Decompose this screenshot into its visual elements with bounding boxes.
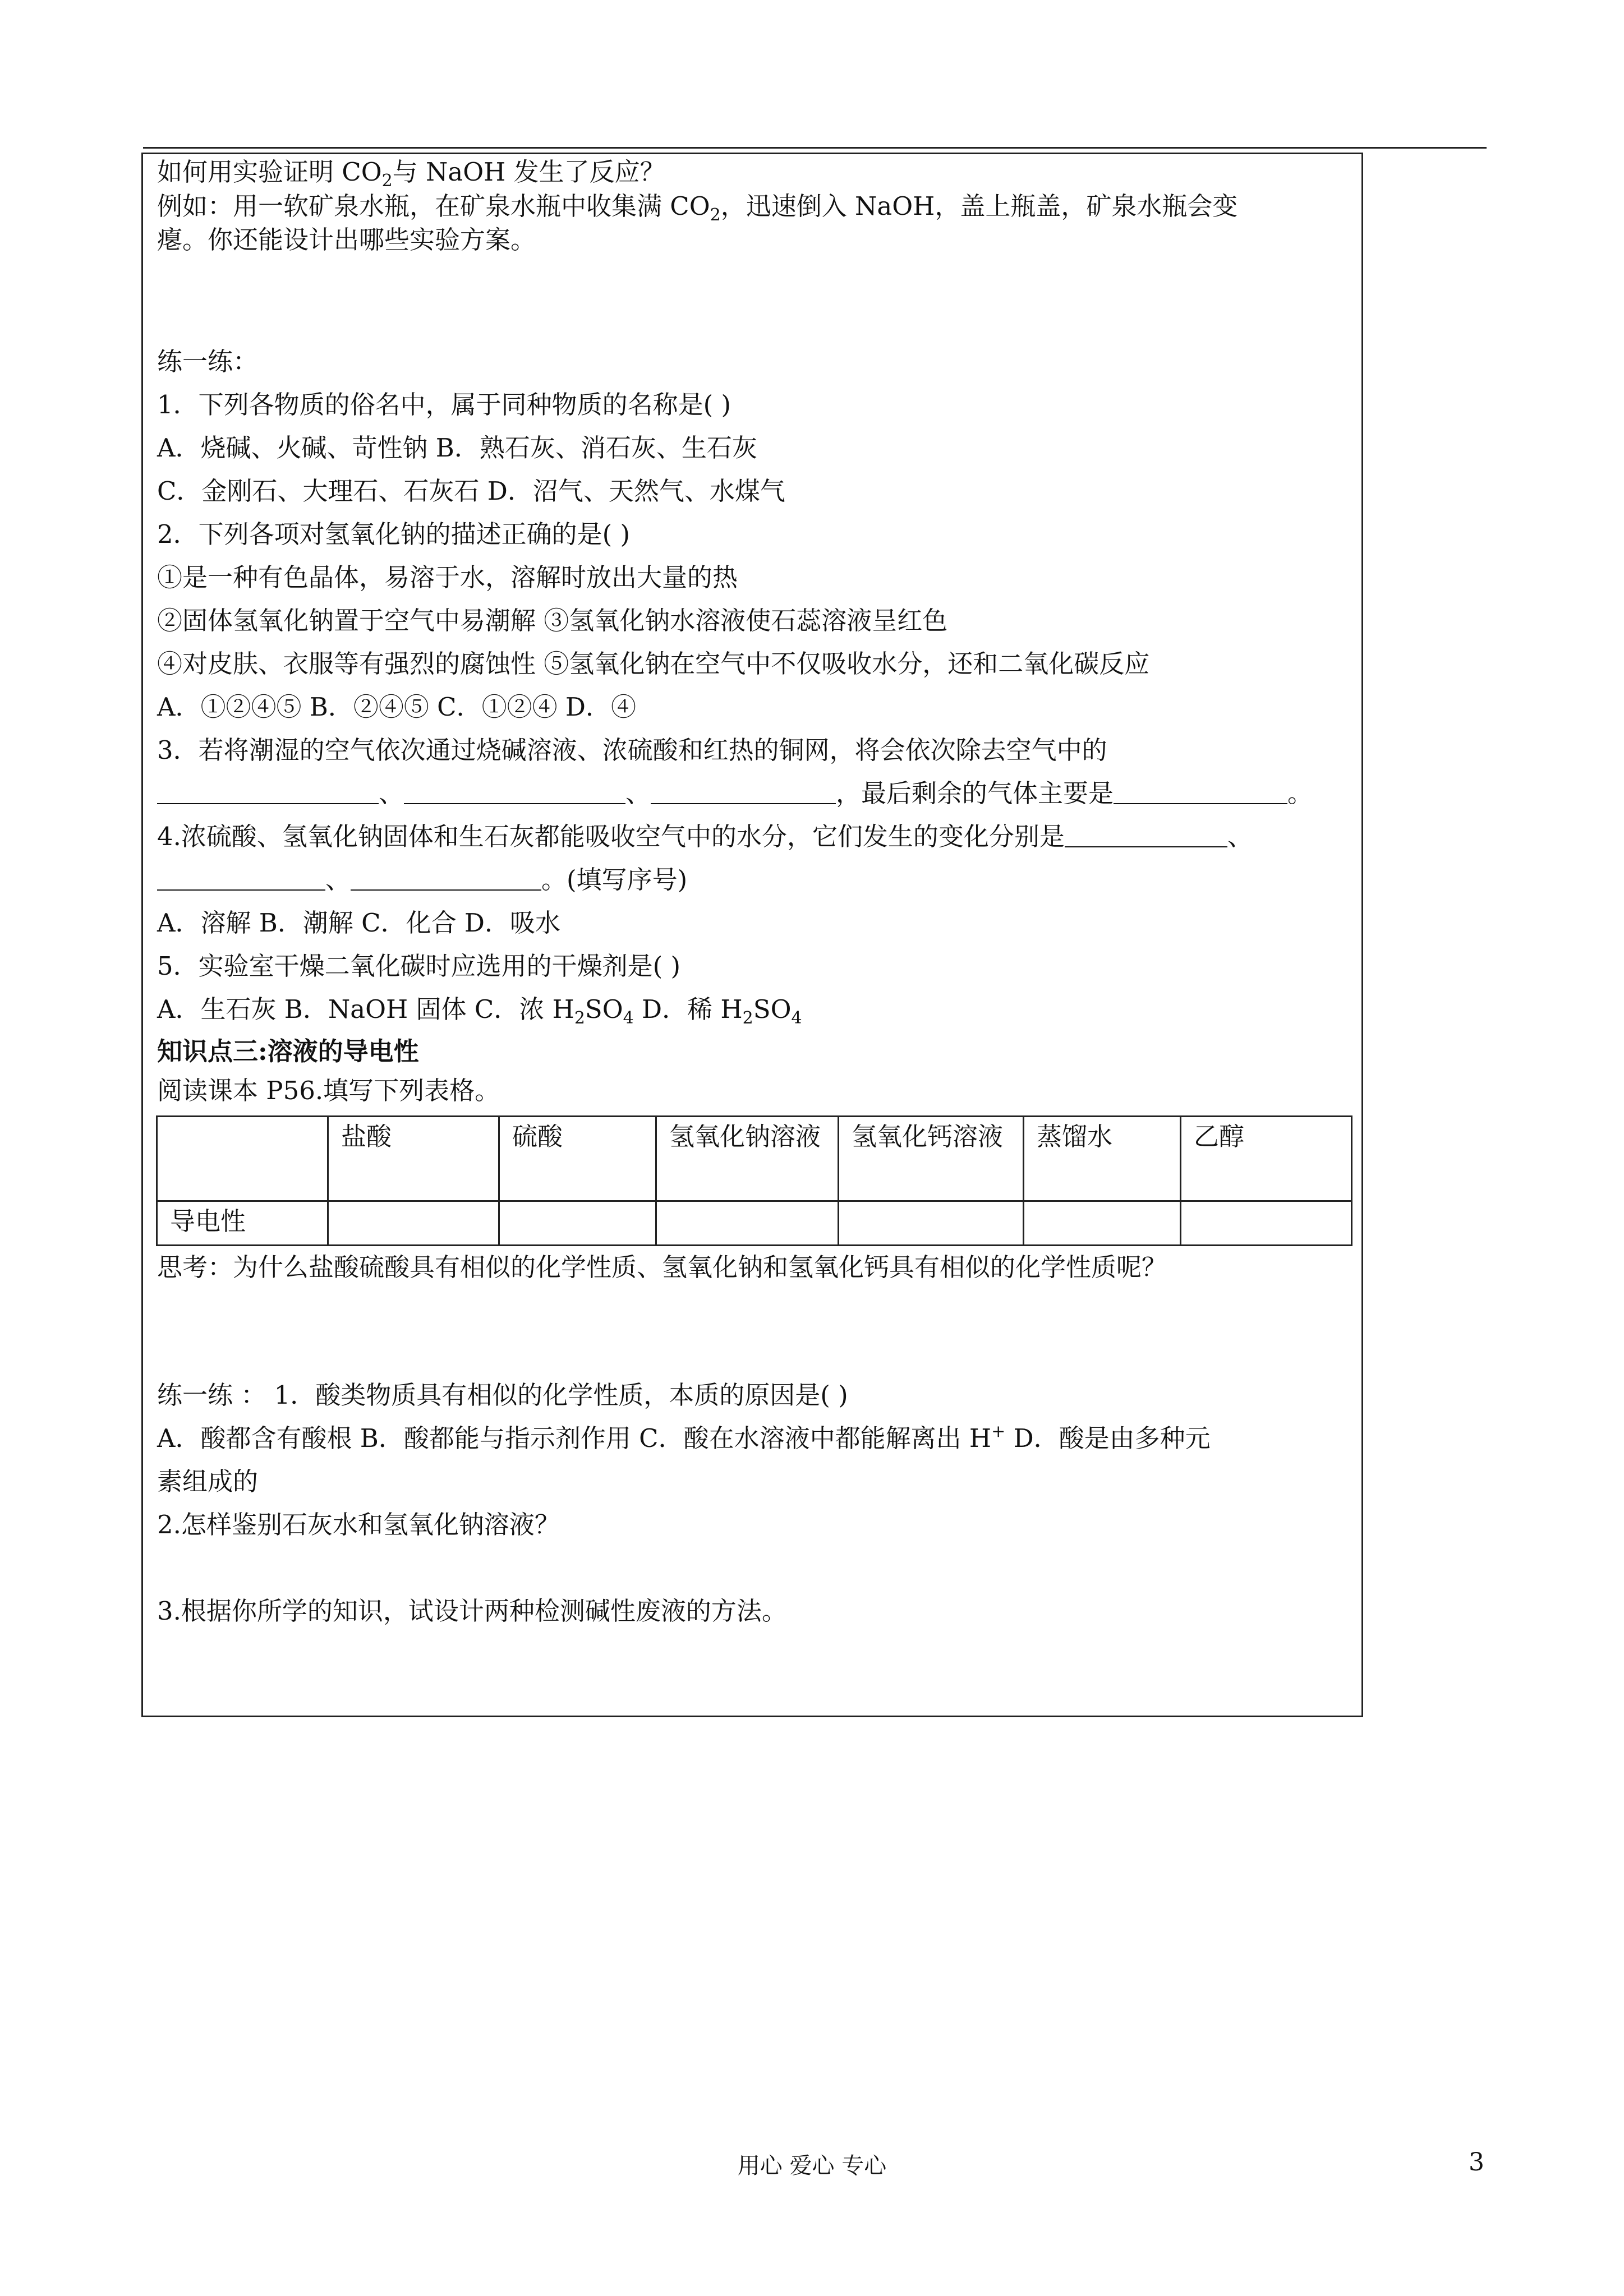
table-header-cell: 氢氧化钠溶液: [656, 1117, 839, 1201]
practice2-q3: 3.根据你所学的知识，试设计两种检测碱性废液的方法。: [157, 1596, 787, 1626]
q2-statement-2: ②固体氢氧化钠置于空气中易潮解 ③氢氧化钠水溶液使石蕊溶液呈红色: [157, 606, 948, 635]
page-number: 3: [1469, 2148, 1484, 2177]
table-header-cell: 氢氧化钙溶液: [839, 1117, 1024, 1201]
q4-options: A．溶解 B．潮解 C．化合 D．吸水: [157, 908, 560, 938]
table-header-cell: 硫酸: [499, 1117, 656, 1201]
table-answer-cell[interactable]: [328, 1201, 499, 1246]
header-rule: [143, 147, 1487, 149]
q3-blanks: 、 、 ，最后剩余的气体主要是 。: [157, 777, 1313, 810]
answer-blank[interactable]: [651, 780, 836, 804]
intro-example-line1: 例如：用一软矿泉水瓶，在矿泉水瓶中收集满 $CO_2$，迅速倒入 NaOH，盖上瓶盖，矿泉水瓶会变: [157, 191, 1238, 225]
table-header-cell: 盐酸: [328, 1117, 499, 1201]
table-answer-cell[interactable]: [656, 1201, 839, 1246]
practice2-q1-options-cont: 素组成的: [157, 1467, 259, 1496]
table-answer-cell[interactable]: [499, 1201, 656, 1246]
q2-statement-3: ④对皮肤、衣服等有强烈的腐蚀性 ⑤氢氧化钠在空气中不仅吸收水分，还和二氧化碳反应: [157, 649, 1150, 679]
table-answer-cell[interactable]: [839, 1201, 1024, 1246]
practice2-q1-stem: 练一练 ： 1．酸类物质具有相似的化学性质，本质的原因是( ): [157, 1380, 848, 1410]
answer-blank[interactable]: [351, 866, 541, 891]
table-row: [157, 1201, 1352, 1246]
intro-example-line2: 瘪。你还能设计出哪些实验方案。: [157, 225, 536, 255]
table-header-cell: 乙醇: [1181, 1117, 1352, 1201]
table-header-row: [157, 1117, 1352, 1201]
think-question: 思考：为什么盐酸硫酸具有相似的化学性质、氢氧化钠和氢氧化钙具有相似的化学性质呢？: [157, 1252, 1167, 1282]
table-answer-cell[interactable]: [1024, 1201, 1181, 1246]
table-header-cell: [157, 1117, 328, 1201]
q1-options-cd: C．金刚石、大理石、石灰石 D．沼气、天然气、水煤气: [157, 476, 785, 506]
answer-blank[interactable]: [404, 780, 625, 804]
q5-options: A．生石灰 B．NaOH 固体 C．浓 $H_2SO_4$ D．稀 $H_2SO_4$: [157, 994, 802, 1028]
q1-stem: 1．下列各物质的俗名中，属于同种物质的名称是( ): [157, 390, 732, 419]
q4-stem: 4.浓硫酸、氢氧化钠固体和生石灰都能吸收空气中的水分，它们发生的变化分别是 、: [157, 822, 1253, 851]
practice1-heading: 练一练：: [157, 347, 259, 376]
q2-statement-1: ①是一种有色晶体，易溶于水，溶解时放出大量的热: [157, 563, 738, 592]
section3-instruction: 阅读课本 P56.填写下列表格。: [157, 1076, 500, 1105]
table-answer-cell[interactable]: [1181, 1201, 1352, 1246]
answer-blank[interactable]: [1114, 780, 1287, 804]
intro-question: 如何用实验证明 $CO_2$与 NaOH 发生了反应？: [157, 157, 665, 191]
q5-stem: 5．实验室干燥二氧化碳时应选用的干燥剂是( ): [157, 951, 681, 981]
q4-blanks: 、 。(填写序号): [157, 863, 687, 897]
q2-stem: 2．下列各项对氢氧化钠的描述正确的是( ): [157, 519, 631, 549]
practice2-q2: 2.怎样鉴别石灰水和氢氧化钠溶液？: [157, 1510, 560, 1539]
q3-stem: 3．若将潮湿的空气依次通过烧碱溶液、浓硫酸和红热的铜网，将会依次除去空气中的: [157, 735, 1107, 765]
practice2-q1-options: A．酸都含有酸根 B．酸都能与指示剂作用 C．酸在水溶液中都能解离出 H+ D．酸是由多种元: [157, 1422, 1211, 1453]
page-footer: 用心 爱心 专心: [737, 2153, 887, 2179]
table-header-cell: 蒸馏水: [1024, 1117, 1181, 1201]
q1-options-ab: A．烧碱、火碱、苛性钠 B．熟石灰、消石灰、生石灰: [157, 433, 757, 463]
answer-blank[interactable]: [1065, 823, 1227, 847]
answer-blank[interactable]: [157, 866, 325, 891]
q2-options: A．①②④⑤ B．②④⑤ C．①②④ D．④: [157, 692, 636, 722]
section3-title: 知识点三:溶液的导电性: [157, 1036, 419, 1066]
conductivity-table: [156, 1115, 1352, 1246]
table-row-label: 导电性: [157, 1201, 328, 1246]
answer-blank[interactable]: [157, 780, 379, 804]
